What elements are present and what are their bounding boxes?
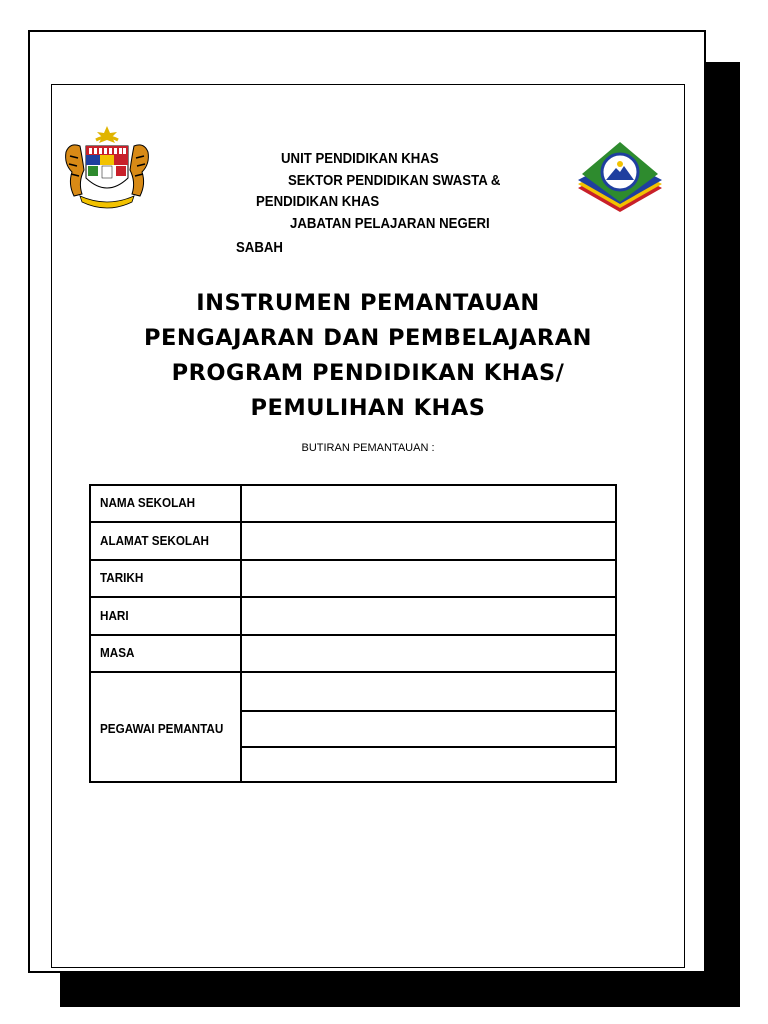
row-divider: [90, 559, 616, 561]
title-line-3: PROGRAM PENDIDIKAN KHAS/: [171, 360, 565, 386]
label-alamat-sekolah: ALAMAT SEKOLAH: [100, 533, 209, 548]
header-line-3: PENDIDIKAN KHAS: [256, 193, 380, 210]
tarikh-field[interactable]: [246, 566, 610, 592]
header-line-5: SABAH: [236, 239, 283, 256]
pegawai-pemantau-field-1[interactable]: [246, 679, 610, 705]
pegawai-pemantau-field-2[interactable]: [246, 716, 610, 742]
row-divider: [241, 710, 616, 712]
row-divider: [90, 634, 616, 636]
title-line-4: PEMULIHAN KHAS: [250, 395, 486, 421]
row-divider: [241, 746, 616, 748]
malaysia-coat-of-arms-icon: [60, 122, 154, 216]
label-hari: HARI: [100, 608, 129, 623]
masa-field[interactable]: [246, 641, 610, 667]
label-nama-sekolah: NAMA SEKOLAH: [100, 495, 196, 510]
pegawai-pemantau-field-3[interactable]: [246, 752, 610, 778]
state-education-department-emblem-icon: [574, 138, 664, 222]
label-masa: MASA: [100, 645, 135, 660]
title-line-1: INSTRUMEN PEMANTAUAN: [196, 290, 540, 316]
header-line-1: UNIT PENDIDIKAN KHAS: [281, 150, 439, 167]
title-line-2: PENGAJARAN DAN PEMBELAJARAN: [144, 325, 592, 351]
row-divider: [90, 521, 616, 523]
label-tarikh: TARIKH: [100, 570, 144, 585]
row-divider: [90, 671, 616, 673]
row-divider: [90, 596, 616, 598]
label-pegawai-pemantau: PEGAWAI PEMANTAU: [100, 721, 224, 736]
header-line-4: JABATAN PELAJARAN NEGERI: [290, 215, 490, 232]
nama-sekolah-field[interactable]: [246, 490, 610, 516]
hari-field[interactable]: [246, 603, 610, 629]
monitoring-details-heading: BUTIRAN PEMANTAUAN :: [301, 442, 435, 454]
header-line-2: SEKTOR PENDIDIKAN SWASTA &: [288, 172, 501, 189]
document-title: [52, 286, 684, 426]
alamat-sekolah-field[interactable]: [246, 528, 610, 554]
